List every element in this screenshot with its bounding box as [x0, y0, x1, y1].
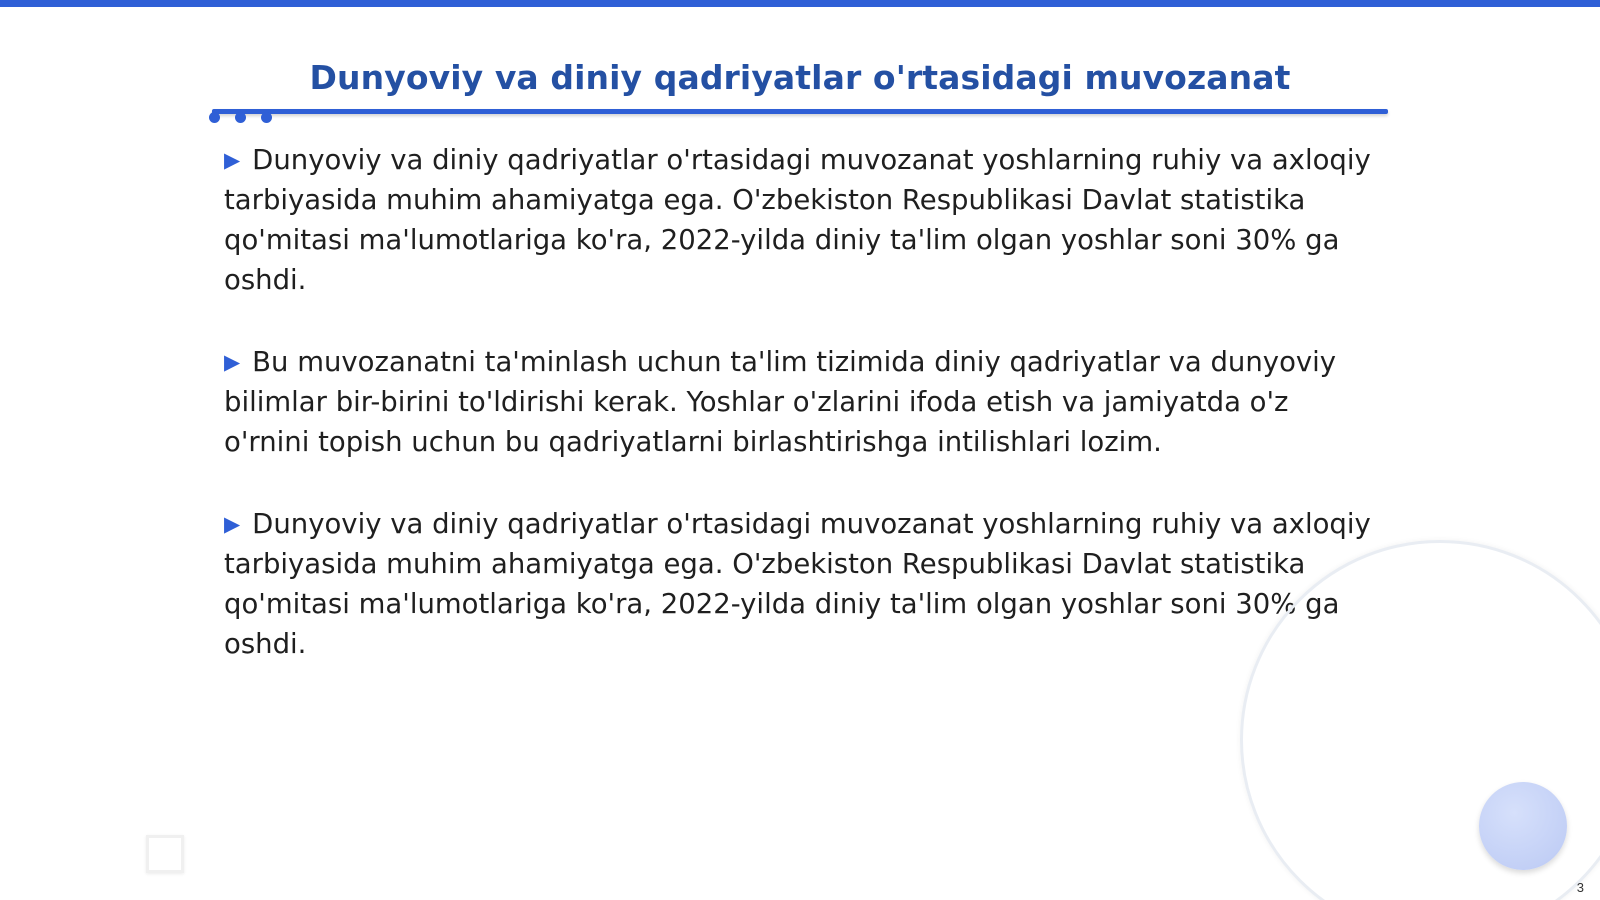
decorative-circle [1479, 782, 1567, 870]
bullet-text: Dunyoviy va diniy qadriyatlar o'rtasidagi muvozanat yoshlarning ruhiy va axloqiy tarbiyasida muhim ahamiyatga ega. O'zbekiston Respublikasi Davlat statistika qo'mitasi ma'lumotlariga ko'ra, 2022-yilda diniy ta'lim olgan yoshlar soni 30% ga oshdi. [224, 508, 1371, 660]
underline-dot [235, 112, 246, 123]
bullet-item [224, 504, 1372, 664]
top-accent-bar [0, 0, 1600, 7]
slide-title: Dunyoviy va diniy qadriyatlar o'rtasidagi muvozanat [309, 58, 1291, 97]
title-underline [212, 109, 1388, 114]
bullet-item [224, 342, 1372, 462]
decorative-square [146, 835, 184, 873]
play-triangle-icon: ▶ [224, 350, 241, 374]
bullet-list [224, 140, 1372, 706]
underline-dot [209, 112, 220, 123]
play-triangle-icon: ▶ [224, 512, 241, 536]
bullet-item [224, 140, 1372, 300]
bullet-text: Dunyoviy va diniy qadriyatlar o'rtasidagi muvozanat yoshlarning ruhiy va axloqiy tarbiyasida muhim ahamiyatga ega. O'zbekiston Respublikasi Davlat statistika qo'mitasi ma'lumotlariga ko'ra, 2022-yilda diniy ta'lim olgan yoshlar soni 30% ga oshdi. [224, 144, 1371, 296]
play-triangle-icon: ▶ [224, 148, 241, 172]
underline-dot [261, 112, 272, 123]
page-number: 3 [1576, 880, 1584, 895]
bullet-text: Bu muvozanatni ta'minlash uchun ta'lim tizimida diniy qadriyatlar va dunyoviy bilimlar bir-birini to'ldirishi kerak. Yoshlar o'zlarini ifoda etish va jamiyatda o'z o'rnini topish uchun bu qadriyatlarni birlashtirishga intilishlari lozim. [224, 346, 1337, 458]
